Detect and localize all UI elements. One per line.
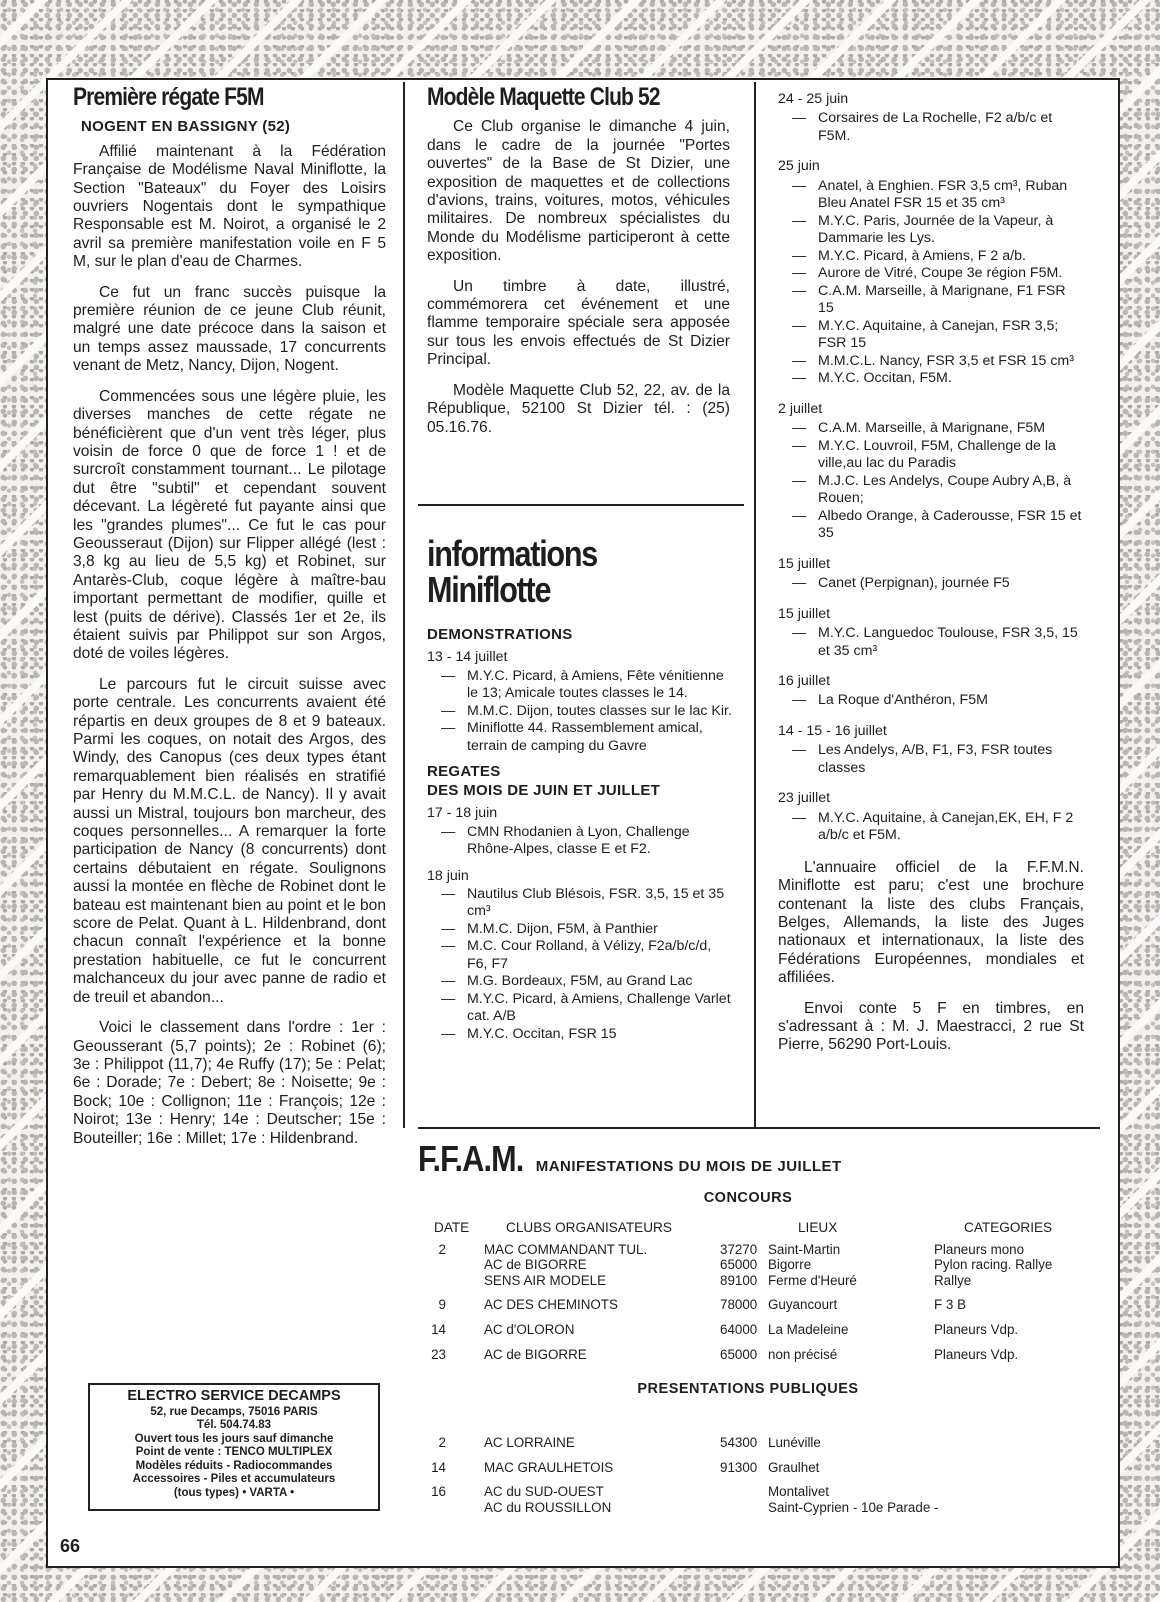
postal-code: 37270	[720, 1241, 758, 1257]
cell-lieux	[720, 1297, 930, 1322]
page-number: 66	[60, 1536, 81, 1556]
event-date: 16 juillet	[778, 673, 831, 690]
category: Rallye	[934, 1272, 972, 1288]
postal-code: 91300	[720, 1459, 758, 1475]
paragraph: Modèle Maquette Club 52, 22, av. de la République, 52100 St Dizier tél. : (25) 05.16.76.	[427, 381, 730, 436]
place-name: Guyancourt	[768, 1297, 838, 1313]
club-name: AC du ROUSSILLON	[484, 1499, 612, 1515]
list-item: — Miniflotte 44. Rassemblement amical, terrain de camping du Gavre	[441, 720, 735, 755]
table-row	[418, 1460, 1098, 1485]
event-list	[778, 692, 1084, 710]
col-header-lieux: LIEUX	[798, 1220, 838, 1235]
place	[720, 1297, 930, 1313]
event-date: 2 juillet	[778, 400, 823, 417]
list-item: — M.C. Cour Rolland, à Vélizy, F2a/b/c/d, F6, F7	[441, 938, 735, 973]
date-value: 16	[431, 1484, 446, 1500]
place-name: Bigorre	[768, 1257, 812, 1273]
postal-code: 78000	[720, 1297, 758, 1313]
regates-heading: DES MOIS DE JUIN ET JUILLET	[427, 781, 661, 799]
club-name: AC de BIGORRE	[484, 1346, 587, 1362]
table-row	[418, 1242, 1098, 1298]
list-item: — M.Y.C. Paris, Journée de la Vapeur, à Dammarie les Lys.	[792, 213, 1084, 248]
title-line: informations	[427, 533, 598, 574]
place-name: Ferme d'Heuré	[768, 1272, 857, 1288]
cell-date	[418, 1322, 474, 1347]
list-item: — M.J.C. Les Andelys, Coupe Aubry A,B, à Rouen;	[792, 473, 1084, 508]
event-date: 15 juillet	[778, 555, 831, 572]
paragraph: Affilié maintenant à la Fédération Française de Modélisme Naval Miniflotte, la Section "Bateaux" du Foyer des Loisirs ouvriers Nogentais dont le sympathique Responsable est M. Noirot, a organisé le 2 avril sa première manifestation voile en F 5 M, sur le plan d'eau de Charmes.	[73, 142, 386, 271]
place-name: Montalivet	[768, 1484, 830, 1500]
place	[720, 1322, 930, 1338]
cell-lieux	[720, 1460, 938, 1485]
miniflotte-section	[427, 533, 735, 1051]
place	[720, 1435, 938, 1451]
cell-categories	[930, 1347, 1098, 1372]
paragraph: Voici le classement dans l'ordre : 1er : Geousserant (5,7 points); 2e : Robinet (6); 3e : Philippot (11,7); 4e Ruffy (17); 5e : Pelat; 6e : Dorade; 7e : Debert; 8e : Noisette; 9e : Bock; 10e : Collignon; 11e : François; 12e : Noirot; 13e : Henry; 14e : Deutscher; 15e : Bouteiller; 16e : Millet; 17e : Hildenbrand.	[73, 1019, 386, 1147]
col-header-date: DATE	[434, 1220, 470, 1235]
paragraph: Ce Club organise le dimanche 4 juin, dans le cadre de la journée "Portes ouvertes" de la Base de St Dizier, une exposition de maquettes et de collections d'avions, trains, voitures, motos, véhicules militaires. De nombreux spécialistes du Monde du Modélisme participeront à cette exposition.	[427, 118, 730, 265]
date-value: 14	[431, 1459, 446, 1475]
cell-clubs	[474, 1322, 720, 1347]
event-date: 25 juin	[778, 158, 820, 175]
column-divider-1	[403, 82, 405, 1128]
table-row	[418, 1322, 1098, 1347]
list-item: — M.M.C.L. Nancy, FSR 3,5 et FSR 15 cm³	[792, 353, 1084, 371]
table-row	[418, 1347, 1098, 1372]
event-list	[778, 178, 1084, 388]
postal-code: 65000	[720, 1346, 758, 1362]
club-name: AC LORRAINE	[484, 1435, 575, 1451]
table-row	[418, 1484, 1098, 1524]
ad-phone: Tél. 504.74.83	[196, 1419, 272, 1431]
event-list	[778, 742, 1084, 777]
list-item: — Les Andelys, A/B, F1, F3, FSR toutes classes	[792, 742, 1084, 777]
miniflotte-title	[427, 533, 689, 610]
list-item: — CMN Rhodanien à Lyon, Challenge Rhône-Alpes, classe E et F2.	[441, 824, 735, 859]
place-name: Saint-Cyprien - 10e Parade -	[768, 1499, 939, 1515]
ffam-subtitle: MANIFESTATIONS DU MOIS DE JUILLET	[535, 1158, 842, 1175]
place-name: La Madeleine	[768, 1321, 849, 1337]
list-item: — M.Y.C. Languedoc Toulouse, FSR 3,5, 15 et 35 cm³	[792, 625, 1084, 660]
cell-lieux	[720, 1322, 930, 1347]
cell-categories	[938, 1435, 1098, 1460]
regates-heading: REGATES	[427, 763, 501, 781]
ad-products: Accessoires - Piles et accumulateurs	[132, 1473, 336, 1485]
cell-categories	[930, 1242, 1098, 1298]
place	[720, 1484, 938, 1500]
event-list	[427, 824, 735, 859]
event-list	[427, 886, 735, 1044]
place-name: Lunéville	[768, 1435, 821, 1451]
cell-date	[418, 1297, 474, 1322]
category: Pylon racing. Rallye	[934, 1257, 1053, 1273]
list-item: — M.Y.C. Picard, à Amiens, Challenge Varlet cat. A/B	[441, 991, 735, 1026]
list-item: — Corsaires de La Rochelle, F2 a/b/c et F5M.	[792, 110, 1084, 145]
list-item: — M.Y.C. Occitan, FSR 15	[441, 1026, 735, 1044]
event-date: 24 - 25 juin	[778, 91, 849, 107]
cell-date	[418, 1242, 474, 1298]
postal-code: 64000	[720, 1321, 758, 1337]
ad-products: Modèles réduits - Radiocommandes	[135, 1459, 333, 1472]
place-name: Graulhet	[768, 1459, 820, 1475]
place	[720, 1347, 930, 1363]
cell-date	[418, 1460, 474, 1485]
list-item: — M.M.C. Dijon, F5M, à Panthier	[441, 921, 735, 939]
category: F 3 B	[934, 1297, 966, 1313]
concours-heading: CONCOURS	[703, 1190, 793, 1206]
club-name: AC du SUD-OUEST	[484, 1484, 604, 1500]
date-value: 14	[431, 1321, 446, 1337]
ffam-section	[418, 1138, 1098, 1525]
date-value: 2	[438, 1241, 446, 1257]
cell-categories	[930, 1297, 1098, 1322]
cell-clubs	[474, 1297, 720, 1322]
cell-date	[418, 1435, 474, 1460]
category: Planeurs Vdp.	[934, 1321, 1019, 1337]
paragraph: Envoi conte 5 F en timbres, en s'adressant à : M. J. Maestracci, 2 rue St Pierre, 56290 Port-Louis.	[778, 999, 1084, 1054]
list-item: — M.Y.C. Aquitaine, à Canejan,EK, EH, F 2 a/b/c et F5M.	[792, 810, 1084, 845]
event-date: 15 juillet	[778, 605, 831, 622]
calendar-groups	[778, 90, 1084, 845]
club-name: AC DES CHEMINOTS	[484, 1297, 618, 1313]
event-list	[778, 625, 1084, 660]
event-list	[778, 110, 1084, 145]
event-list	[778, 575, 1084, 593]
cell-date	[418, 1484, 474, 1524]
ffam-heading	[418, 1138, 1098, 1180]
ffam-divider	[418, 1127, 1100, 1129]
article-regate	[73, 83, 386, 1160]
date-value: 9	[438, 1297, 446, 1313]
list-item: — C.A.M. Marseille, à Marignane, F1 FSR 15	[792, 283, 1084, 318]
col-header-categories: CATEGORIES	[964, 1220, 1053, 1235]
list-item: — M.Y.C. Occitan, F5M.	[792, 370, 1084, 388]
paragraph: Le parcours fut le circuit suisse avec porte centrale. Les concurrents avaient été répartis en deux groupes de 8 et 9 bateaux. Parmi les coques, on notait des Argos, des Windy, des Canopus (ces deux types étant remarquablement bien réalisés en stratifié par Henry du M.M.C.L. de Nancy). Il y avait aussi un Mistral, toujours bon marcheur, des coques personnelles... A remarquer la forte participation de Nancy (8 concurrents) dont certains débutaient en régate. Soulignons aussi la montée en flèche de Robinet dont le bateau est maintenant bien au point et le bon score de Pelat. Quant à L. Hildenbrand, dont chacun connaît l'expérience et la bonne prestation habituelle, ce fut le concurrent malchanceux du jour avec panne de radio et de treuil et abandon...	[73, 675, 386, 1006]
regates-calendar	[778, 90, 1084, 1067]
article-location: NOGENT EN BASSIGNY (52)	[81, 118, 291, 136]
ad-sales-point: Point de vente : TENCO MULTIPLEX	[135, 1446, 333, 1458]
concours-rows	[418, 1242, 1098, 1372]
date-value: 2	[438, 1435, 446, 1451]
club-name: MAC GRAULHETOIS	[484, 1459, 614, 1475]
paragraph: Un timbre à date, illustré, commémorera cet événement et une flamme temporaire spéciale sera apposée sur tous les envois effectués de St Dizier Principal.	[427, 277, 730, 369]
list-item: — M.Y.C. Louvroil, F5M, Challenge de la ville,au lac du Paradis	[792, 438, 1084, 473]
event-list	[778, 420, 1084, 543]
list-item: — Albedo Orange, à Caderousse, FSR 15 et 35	[792, 508, 1084, 543]
ad-address: 52, rue Decamps, 75016 PARIS	[150, 1405, 318, 1418]
paragraph: Commencées sous une légère pluie, les diverses manches de cette régate ne bénéficièrent que d'un vent très léger, plus voisin de force 0 que de force 1 ! et de surcroît constamment tournant... Le pilotage dut être "subtil" et cependant souvent décevant. La légèreté fut payante ainsi que les "grandes plumes"... Ce fut le cas pour Geousseraut (Dijon) sur Flipper allégé (lest : 3,8 kg au lieu de 5,5 kg) et Robinet, sur Antarès-Club, coque légère à maître-bau important permettant de modifier, quille et lest (puits de dérive). Classés 1er et 2e, ils étaient suivis par Philippot sur son Argos, doté de voiles légères.	[73, 387, 386, 663]
list-item: — M.Y.C. Aquitaine, à Canejan, FSR 3,5; FSR 15	[792, 318, 1084, 353]
event-list	[427, 668, 735, 756]
presentations-heading: PRESENTATIONS PUBLIQUES	[637, 1381, 859, 1398]
postal-code: 65000	[720, 1257, 758, 1273]
paragraph: Ce fut un franc succès puisque la première réunion de ce jeune Club réunit, malgré une date précoce dans la saison et un temps assez maussade, 17 concurrents venant de Metz, Nancy, Dijon, Nogent.	[73, 283, 386, 375]
ad-hours: Ouvert tous les jours sauf dimanche	[134, 1432, 334, 1445]
list-item: — Aurore de Vitré, Coupe 3e région F5M.	[792, 265, 1084, 283]
list-item: — Nautilus Club Blésois, FSR. 3,5, 15 et 35 cm³	[441, 886, 735, 921]
cell-date	[418, 1347, 474, 1372]
list-item: — Canet (Perpignan), journée F5	[792, 575, 1084, 593]
place-name: Saint-Martin	[768, 1241, 841, 1257]
event-list	[778, 810, 1084, 845]
presentations-rows	[418, 1435, 1098, 1524]
cell-lieux	[720, 1347, 930, 1372]
paragraph: L'annuaire officiel de la F.F.M.N. Miniflotte est paru; c'est une brochure contenant la liste des clubs Français, Belges, Allemands, la liste des Juges nationaux et internationaux, la liste des Fédérations Européennes, mondiales et affiliées.	[778, 858, 1084, 987]
place	[720, 1460, 938, 1476]
advertisement-box	[88, 1383, 380, 1511]
cell-lieux	[720, 1242, 930, 1298]
club-name: MAC COMMANDANT TUL.	[484, 1241, 648, 1257]
cell-clubs	[474, 1242, 720, 1298]
article-club52	[427, 83, 730, 449]
ad-name: ELECTRO SERVICE DECAMPS	[127, 1388, 341, 1404]
postal-code: 89100	[720, 1272, 758, 1288]
list-item: — M.Y.C. Picard, à Amiens, F 2 a/b.	[792, 248, 1084, 266]
category: Planeurs Vdp.	[934, 1346, 1019, 1362]
article-title: Première régate F5M	[73, 83, 264, 111]
cell-clubs	[474, 1484, 720, 1524]
cell-categories	[930, 1322, 1098, 1347]
demo-heading: DEMONSTRATIONS	[427, 626, 573, 643]
place-name: non précisé	[768, 1346, 838, 1362]
club-name: AC de BIGORRE	[484, 1257, 587, 1273]
event-date: 18 juin	[427, 867, 469, 884]
list-item: — Anatel, à Enghien. FSR 3,5 cm³, Ruban Bleu Anatel FSR 15 et 35 cm³	[792, 178, 1084, 213]
list-item: — La Roque d'Anthéron, F5M	[792, 692, 1084, 710]
event-date: 14 - 15 - 16 juillet	[778, 722, 887, 739]
cell-categories	[938, 1484, 1098, 1524]
list-item: — M.G. Bordeaux, F5M, au Grand Lac	[441, 973, 735, 991]
section-divider	[418, 504, 744, 506]
cell-clubs	[474, 1460, 720, 1485]
article-title: Modèle Maquette Club 52	[427, 83, 660, 111]
cell-lieux	[720, 1435, 938, 1460]
ad-products: (tous types) • VARTA •	[173, 1486, 295, 1499]
club-name: AC d'OLORON	[484, 1321, 575, 1337]
event-date: 17 - 18 juin	[427, 805, 498, 822]
event-date: 13 - 14 juillet	[427, 649, 508, 666]
title-line: Miniflotte	[427, 569, 551, 610]
place	[720, 1500, 938, 1516]
place	[720, 1257, 930, 1273]
table-row	[418, 1435, 1098, 1460]
ffam-title: F.F.A.M.	[418, 1138, 524, 1179]
cell-clubs	[474, 1347, 720, 1372]
list-item: — C.A.M. Marseille, à Marignane, F5M	[792, 420, 1084, 438]
presentations-table	[418, 1435, 1098, 1524]
column-divider-2	[754, 82, 756, 1128]
place	[720, 1242, 930, 1258]
postal-code: 54300	[720, 1435, 758, 1451]
concours-table	[418, 1220, 1098, 1371]
list-item: — M.Y.C. Picard, à Amiens, Fête vénitienne le 13; Amicale toutes classes le 14.	[441, 668, 735, 703]
cell-categories	[938, 1460, 1098, 1485]
cell-lieux	[720, 1484, 938, 1524]
club-name: SENS AIR MODELE	[484, 1272, 607, 1288]
col-header-clubs: CLUBS ORGANISATEURS	[506, 1220, 672, 1235]
table-row	[418, 1297, 1098, 1322]
place	[720, 1273, 930, 1289]
event-date: 23 juillet	[778, 790, 831, 807]
category: Planeurs mono	[934, 1241, 1025, 1257]
cell-clubs	[474, 1435, 720, 1460]
date-value: 23	[431, 1346, 446, 1362]
list-item: — M.M.C. Dijon, toutes classes sur le lac Kir.	[441, 703, 735, 721]
